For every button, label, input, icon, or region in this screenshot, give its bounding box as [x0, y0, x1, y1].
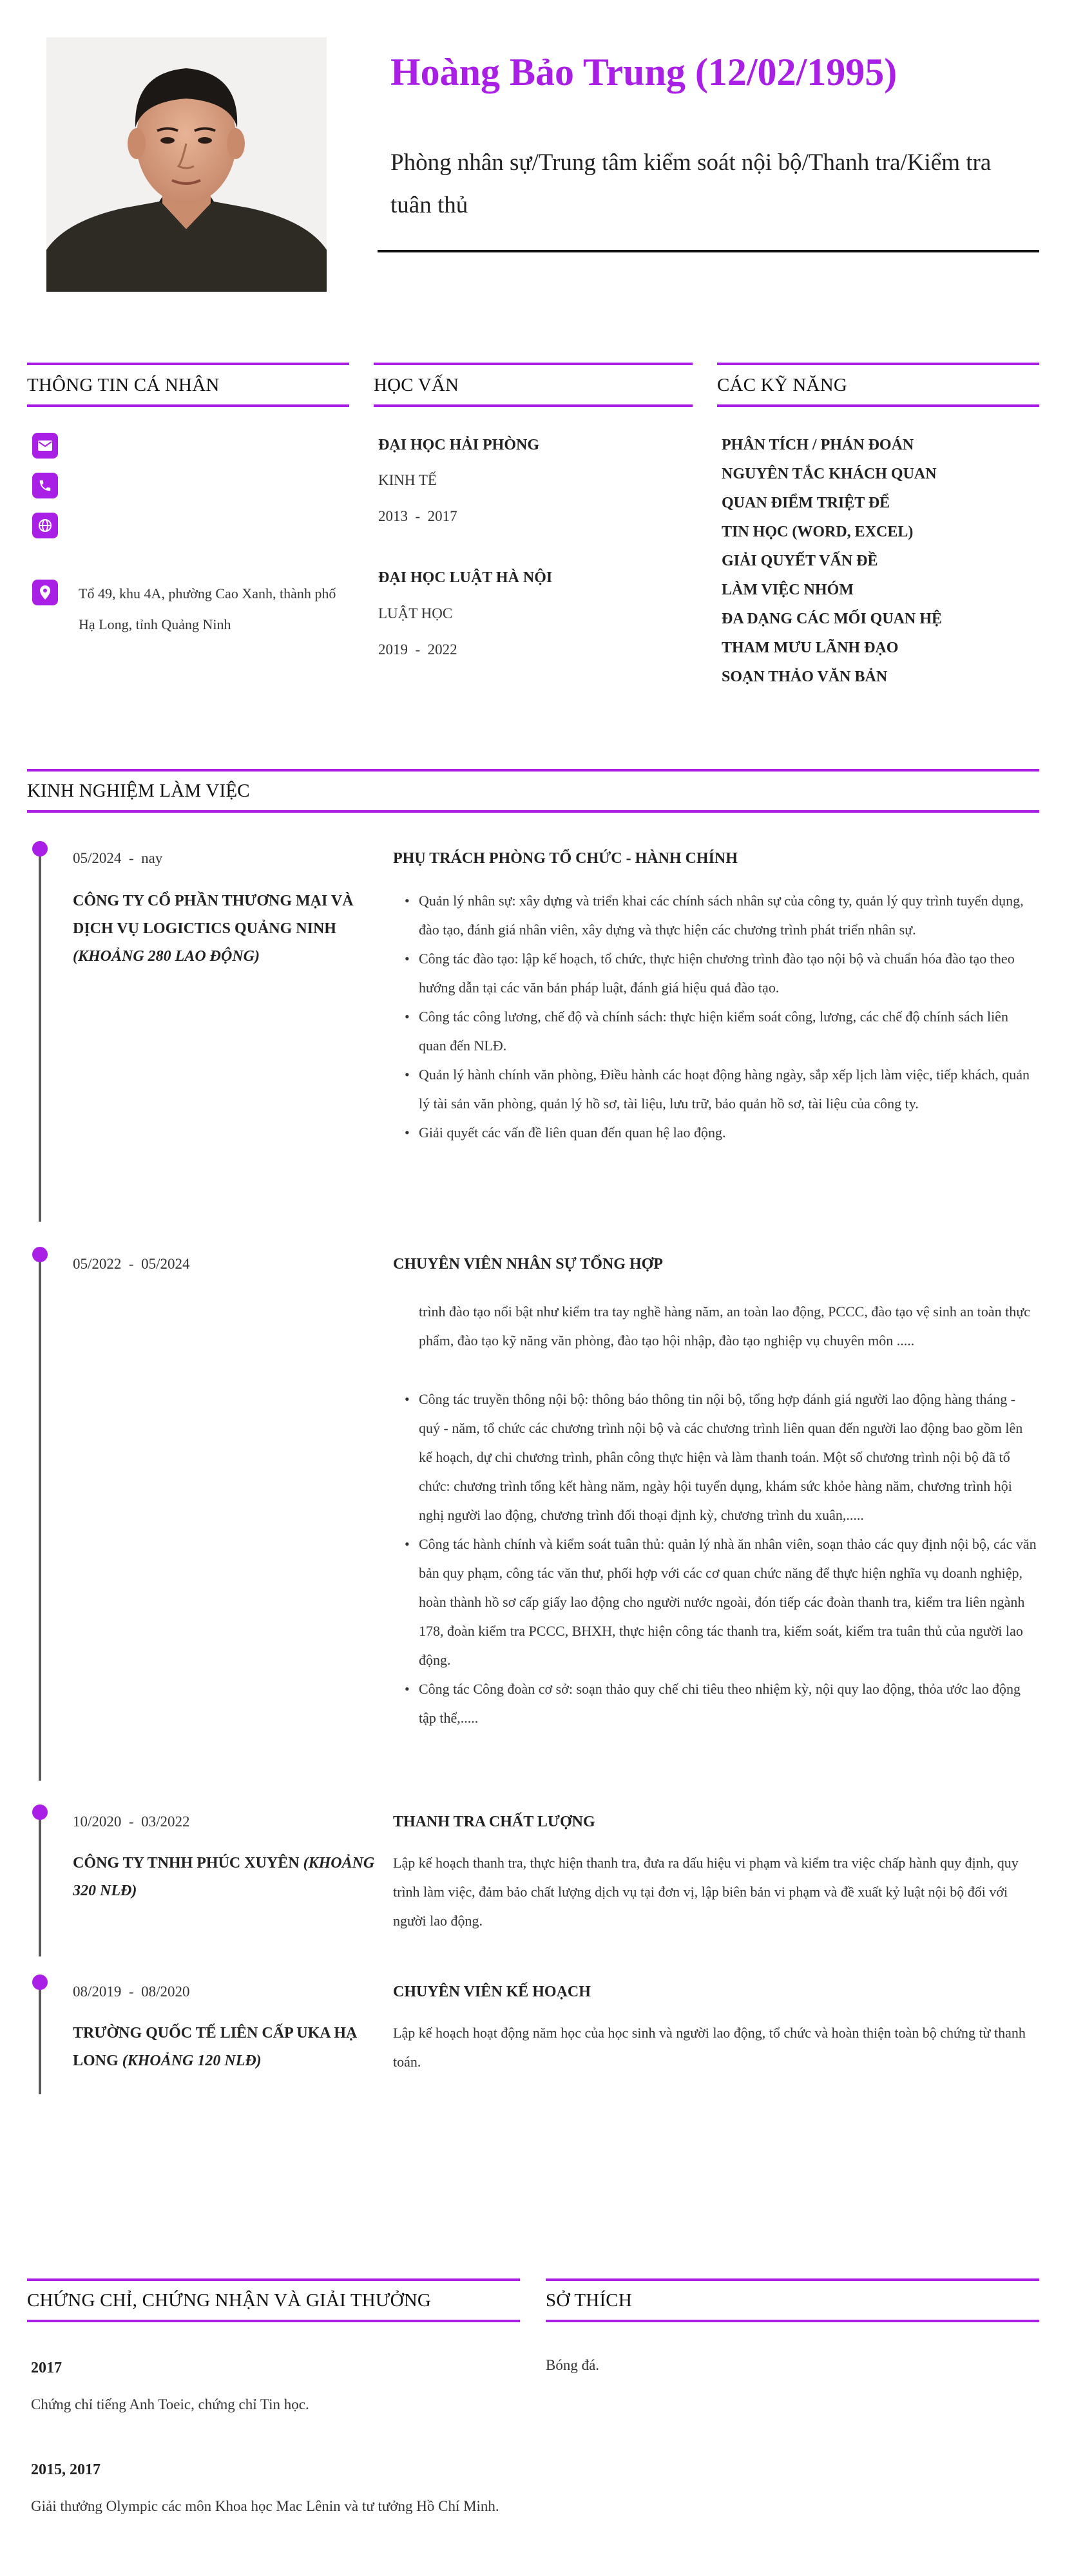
- skill-item: SOẠN THẢO VĂN BẢN: [722, 668, 888, 685]
- job-bullet: • Công tác Công đoàn cơ sở: soạn thảo quy chế chi tiêu theo nhiệm kỳ, nội quy lao động, thỏa ước lao động tập thể,.....: [393, 1674, 1037, 1732]
- job-dates: [73, 850, 162, 867]
- education-school: ĐẠI HỌC LUẬT HÀ NỘI: [378, 569, 553, 586]
- education-start: 2019: [378, 641, 408, 658]
- skill-item: NGUYÊN TẮC KHÁCH QUAN: [722, 466, 937, 482]
- skill-item: ĐA DẠNG CÁC MỐI QUAN HỆ: [722, 611, 942, 627]
- job-bullet: • Giải quyết các vấn đề liên quan đến quan hệ lao động.: [393, 1118, 1037, 1147]
- hobbies-title: SỞ THÍCH: [546, 2290, 632, 2311]
- job-bullet: • Công tác công lương, chế độ và chính sách: thực hiện kiểm soát công, lương, các chế độ chính sách liên quan đến NLĐ.: [393, 1002, 1037, 1060]
- job-role: CHUYÊN VIÊN NHÂN SỰ TỔNG HỢP: [393, 1256, 663, 1273]
- timeline-dot: [32, 1975, 48, 1990]
- job-bullet: • Công tác truyền thông nội bộ: thông báo thông tin nội bộ, tổng hợp đánh giá người lao động hàng tháng - quý - năm, tổ chức các chương trình nội bộ và các chương trình liên quan đến người lao động bao gồm lên kế hoạch, dự chi chương trình, phân công thực hiện và làm thanh toán. Một số chương trình nội bộ đã tổ chức: chương trình tổng kết hàng năm, ngày hội tuyển dụng, khám sức khỏe hàng năm, chương trình hội nghị người lao động, chương trình đối thoại định kỳ, chương trình du xuân,.....: [393, 1385, 1037, 1530]
- job-company: [73, 1850, 382, 1905]
- date-separator: -: [408, 641, 428, 658]
- experience-bottom-line: [27, 810, 1039, 813]
- job-bullet: • Quản lý hành chính văn phòng, Điều hành các hoạt động hàng ngày, sắp xếp lịch làm việc, tiếp khách, quản lý tài sản văn phòng, quản lý hồ sơ, tài liệu, lưu trữ, bảo quản hồ sơ, tài liệu của công ty.: [393, 1060, 1037, 1118]
- job-description: Lập kế hoạch hoạt động năm học của học sinh và người lao động, tổ chức và hoàn thiện toàn bộ chứng từ thanh toán.: [393, 2025, 1026, 2070]
- personal-bottom-line: [27, 404, 349, 407]
- job-dates: [73, 1984, 189, 2000]
- certificate-year: 2015, 2017: [31, 2461, 101, 2478]
- job-bullet: • Công tác hành chính và kiểm soát tuân thủ: quản lý nhà ăn nhân viên, soạn thảo các quy định nội bộ, các văn bản quy phạm, công tác văn thư, phối hợp với các cơ quan chức năng để thực hiện nghĩa vụ doanh nghiệp, hoàn thành hồ sơ cấp giấy lao động cho người nước ngoài, đón tiếp các đoàn thanh tra, kiểm tra liên ngành 178, đoàn kiểm tra PCCC, BHXH, thực hiện công tác thanh tra, kiểm soát, kiểm tra tuân thủ của người lao động.: [393, 1530, 1037, 1674]
- personal-top-line: [27, 363, 349, 365]
- job-dates: [73, 1256, 189, 1273]
- company-size: (KHOẢNG 320 NLĐ): [73, 1855, 375, 1899]
- date-separator: -: [121, 1984, 142, 2000]
- education-school: ĐẠI HỌC HẢI PHÒNG: [378, 437, 540, 453]
- job-start: 05/2024: [73, 850, 122, 866]
- company-name: CÔNG TY TNHH PHÚC XUYÊN: [73, 1855, 300, 1871]
- timeline-line: [39, 1985, 41, 2094]
- job-end: 03/2022: [141, 1814, 190, 1830]
- job-role: CHUYÊN VIÊN KẾ HOẠCH: [393, 1984, 591, 2000]
- education-end: 2022: [427, 641, 457, 658]
- candidate-name: Hoàng Bảo Trung (12/02/1995): [390, 51, 897, 93]
- header-divider: [378, 250, 1039, 252]
- certificates-title: CHỨNG CHỈ, CHỨNG NHẬN VÀ GIẢI THƯỞNG: [27, 2290, 432, 2311]
- skills-title: CÁC KỸ NĂNG: [717, 375, 847, 395]
- skill-item: QUAN ĐIỂM TRIỆT ĐỂ: [722, 495, 890, 511]
- education-end: 2017: [427, 508, 457, 524]
- job-dates: [73, 1814, 189, 1830]
- date-separator: -: [121, 1814, 142, 1830]
- certificate-year: 2017: [31, 2360, 62, 2376]
- education-start: 2013: [378, 508, 408, 524]
- hobbies-top-line: [546, 2278, 1039, 2281]
- certificates-top-line: [27, 2278, 520, 2281]
- job-intro: trình đào tạo nổi bật như kiểm tra tay nghề hàng năm, an toàn lao động, PCCC, đào tạo vệ sinh an toàn thực phẩm, đào tạo kỹ năng văn phòng, đào tạo hội nhập, đào tạo nghiệp vụ chuyên môn .....: [419, 1303, 1030, 1349]
- timeline-line: [39, 1816, 41, 1956]
- job-company: [73, 887, 382, 971]
- job-bullet: • Quản lý nhân sự: xây dựng và triển khai các chính sách nhân sự của công ty, quản lý quy trình tuyển dụng, đào tạo, đánh giá nhân viên, xây dựng và thực hiện các chương trình phát triển nhân sự.: [393, 886, 1037, 944]
- certificate-text: Chứng chỉ tiếng Anh Toeic, chứng chỉ Tin học.: [31, 2396, 309, 2412]
- certificate-text: Giải thưởng Olympic các môn Khoa học Mac Lênin và tư tưởng Hồ Chí Minh.: [31, 2498, 499, 2514]
- profile-photo: [46, 37, 327, 292]
- company-size: (KHOẢNG 120 NLĐ): [122, 2052, 262, 2069]
- education-title: HỌC VẤN: [374, 375, 459, 395]
- skills-bottom-line: [717, 404, 1039, 407]
- hobbies-bottom-line: [546, 2320, 1039, 2322]
- job-start: 05/2022: [73, 1256, 122, 1272]
- job-start: 08/2019: [73, 1984, 122, 2000]
- date-separator: -: [121, 850, 142, 866]
- desired-position: Phòng nhân sự/Trung tâm kiểm soát nội bộ/Thanh tra/Kiểm tra tuân thủ: [390, 149, 992, 218]
- date-separator: -: [408, 508, 428, 524]
- job-bullets: [393, 1385, 1037, 1732]
- hobbies-text: Bóng đá.: [546, 2357, 600, 2373]
- education-years: [378, 641, 457, 658]
- skill-item: THAM MƯU LÃNH ĐẠO: [722, 639, 899, 656]
- personal-title: THÔNG TIN CÁ NHÂN: [27, 375, 220, 395]
- skill-item: TIN HỌC (WORD, EXCEL): [722, 524, 914, 540]
- skill-item: LÀM VIỆC NHÓM: [722, 582, 854, 598]
- job-end: 05/2024: [141, 1256, 190, 1272]
- job-role: THANH TRA CHẤT LƯỢNG: [393, 1814, 595, 1830]
- skill-item: GIẢI QUYẾT VẤN ĐỀ: [722, 553, 878, 569]
- job-role: PHỤ TRÁCH PHÒNG TỔ CHỨC - HÀNH CHÍNH: [393, 850, 738, 867]
- timeline-line: [39, 851, 41, 1222]
- skill-item: PHÂN TÍCH / PHÁN ĐOÁN: [722, 437, 914, 453]
- email-icon: [32, 433, 58, 459]
- job-start: 10/2020: [73, 1814, 122, 1830]
- job-company: [73, 2020, 382, 2075]
- job-end: nay: [141, 850, 163, 866]
- globe-icon: [32, 513, 58, 538]
- location-icon: [32, 580, 58, 605]
- education-major: KINH TẾ: [378, 472, 437, 488]
- company-size: (KHOẢNG 280 LAO ĐỘNG): [73, 948, 260, 965]
- certificates-bottom-line: [27, 2320, 520, 2322]
- education-bottom-line: [374, 404, 693, 407]
- job-bullets: [393, 886, 1037, 1147]
- skills-top-line: [717, 363, 1039, 365]
- date-separator: -: [121, 1256, 142, 1272]
- address-value: Tổ 49, khu 4A, phường Cao Xanh, thành phố Hạ Long, tỉnh Quảng Ninh: [79, 585, 336, 632]
- job-bullet: • Công tác đào tạo: lập kế hoạch, tổ chức, thực hiện chương trình đào tạo nội bộ và chuẩn hóa đào tạo theo hướng dẫn tại các văn bản pháp luật, đánh giá hiệu quả đào tạo.: [393, 944, 1037, 1002]
- job-description: Lập kế hoạch thanh tra, thực hiện thanh tra, đưa ra dấu hiệu vi phạm và kiểm tra việc chấp hành quy định, quy trình làm việc, đảm bảo chất lượng dịch vụ tại đơn vị, lập biên bản vi phạm và đề xuất kỷ luật nội bộ đối với người lao động.: [393, 1855, 1019, 1929]
- education-years: [378, 508, 457, 525]
- company-name: CÔNG TY CỔ PHẦN THƯƠNG MẠI VÀ DỊCH VỤ LOGICTICS QUẢNG NINH: [73, 893, 354, 937]
- education-major: LUẬT HỌC: [378, 605, 453, 621]
- timeline-dot: [32, 841, 48, 857]
- company-name: TRƯỜNG QUỐC TẾ LIÊN CẤP UKA HẠ LONG: [73, 2025, 358, 2069]
- phone-icon: [32, 473, 58, 498]
- timeline-line: [39, 1258, 41, 1781]
- timeline-dot: [32, 1804, 48, 1820]
- experience-top-line: [27, 769, 1039, 772]
- job-end: 08/2020: [141, 1984, 190, 2000]
- experience-title: KINH NGHIỆM LÀM VIỆC: [27, 781, 250, 801]
- education-top-line: [374, 363, 693, 365]
- timeline-dot: [32, 1247, 48, 1262]
